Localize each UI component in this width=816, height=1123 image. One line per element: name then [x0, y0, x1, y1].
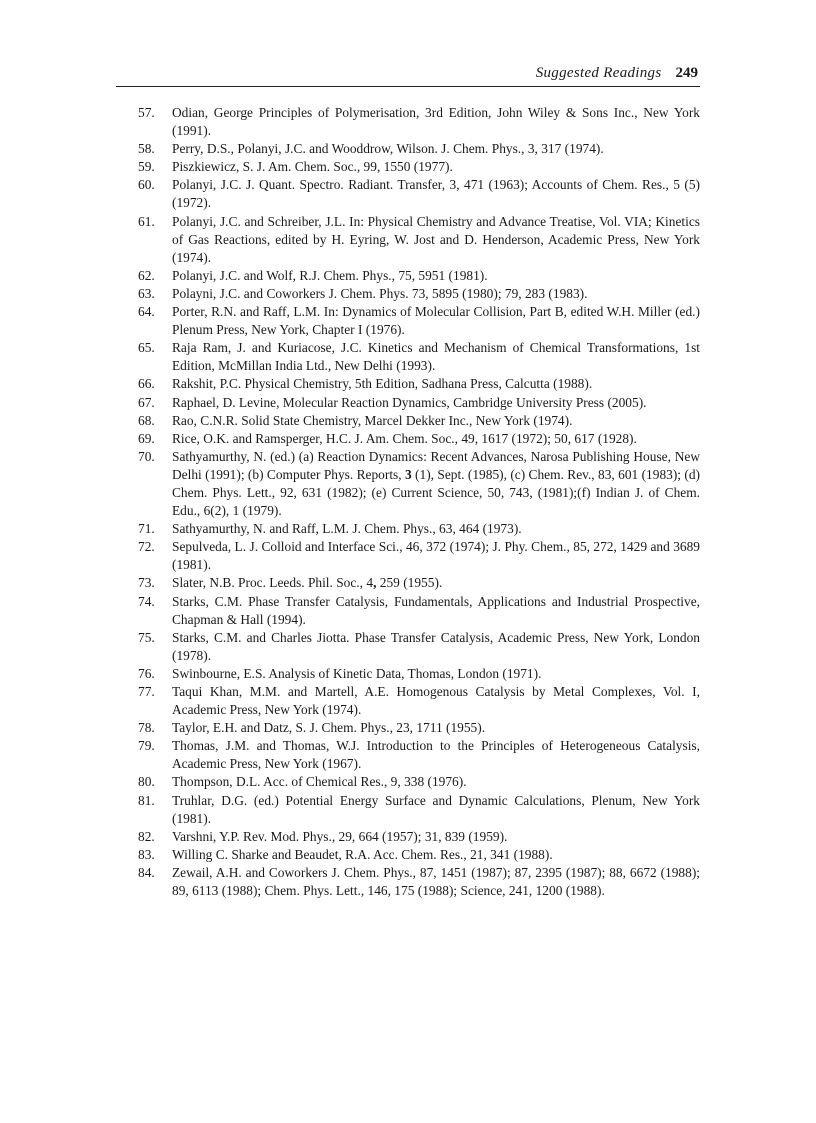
reference-text: Willing C. Sharke and Beaudet, R.A. Acc. Chem. Res., 21, 341 (1988). [172, 846, 553, 862]
reference-number: 58. [138, 141, 155, 157]
reference-number: 80. [138, 774, 155, 790]
reference-item [138, 430, 700, 448]
reference-number: 65. [138, 340, 155, 356]
reference-text: Swinbourne, E.S. Analysis of Kinetic Data, Thomas, London (1971). [172, 665, 542, 681]
reference-item [138, 719, 700, 737]
reference-number: 82. [138, 828, 155, 844]
running-title: Suggested Readings [535, 65, 662, 81]
reference-text: Sathyamurthy, N. and Raff, L.M. J. Chem. Phys., 63, 464 (1973). [172, 521, 522, 537]
reference-item [138, 593, 700, 629]
reference-item [138, 448, 700, 520]
reference-text: Starks, C.M. and Charles Jiotta. Phase Transfer Catalysis, Academic Press, New York, London (1978). [172, 629, 700, 663]
reference-number: 81. [138, 792, 155, 808]
reference-number: 73. [138, 575, 155, 591]
reference-number: 69. [138, 430, 155, 446]
reference-number: 66. [138, 376, 155, 392]
reference-item [138, 140, 700, 158]
reference-text: Rakshit, P.C. Physical Chemistry, 5th Edition, Sadhana Press, Calcutta (1988). [172, 376, 593, 392]
reference-item [138, 683, 700, 719]
reference-number: 68. [138, 412, 155, 428]
reference-number: 76. [138, 665, 155, 681]
reference-text: Polanyi, J.C. J. Quant. Spectro. Radiant. Transfer, 3, 471 (1963); Accounts of Chem. Res., 5 (5) (1972). [172, 177, 700, 211]
reference-text: Polanyi, J.C. and Wolf, R.J. Chem. Phys., 75, 5951 (1981). [172, 267, 488, 283]
reference-text: Raja Ram, J. and Kuriacose, J.C. Kinetics and Mechanism of Chemical Transformations, 1st Edition, McMillan India Ltd., New Delhi (1993). [172, 340, 700, 374]
reference-item [138, 176, 700, 212]
reference-item [138, 864, 700, 900]
reference-item [138, 213, 700, 267]
reference-text: Sepulveda, L. J. Colloid and Interface Sci., 46, 372 (1974); J. Phy. Chem., 85, 272, 1429 and 3689 (1981). [172, 539, 700, 573]
reference-item [138, 285, 700, 303]
reference-item [138, 629, 700, 665]
reference-text: Taqui Khan, M.M. and Martell, A.E. Homogenous Catalysis by Metal Complexes, Vol. I, Academic Press, New York (1974). [172, 684, 700, 718]
reference-number: 72. [138, 539, 155, 555]
reference-item [138, 104, 700, 140]
reference-item [138, 538, 700, 574]
reference-number: 64. [138, 304, 155, 320]
reference-text-part: Slater, N.B. Proc. Leeds. Phil. Soc., 4 [172, 575, 374, 591]
reference-text: Rice, O.K. and Ramsperger, H.C. J. Am. Chem. Soc., 49, 1617 (1972); 50, 617 (1928). [172, 430, 637, 446]
reference-text: Truhlar, D.G. (ed.) Potential Energy Surface and Dynamic Calculations, Plenum, New York (1981). [172, 792, 700, 826]
reference-number: 67. [138, 394, 155, 410]
reference-item [138, 665, 700, 683]
reference-text: Polayni, J.C. and Coworkers J. Chem. Phys. 73, 5895 (1980); 79, 283 (1983). [172, 285, 588, 301]
page-number: 249 [675, 65, 698, 81]
running-header [116, 64, 700, 87]
reference-text: Rao, C.N.R. Solid State Chemistry, Marcel Dekker Inc., New York (1974). [172, 412, 573, 428]
reference-item [138, 267, 700, 285]
reference-text [172, 574, 700, 592]
reference-text: Taylor, E.H. and Datz, S. J. Chem. Phys., 23, 1711 (1955). [172, 720, 486, 736]
reference-text: Starks, C.M. Phase Transfer Catalysis, Fundamentals, Applications and Industrial Prospective, Chapman & Hall (1994). [172, 593, 700, 627]
reference-item [138, 158, 700, 176]
reference-number: 57. [138, 105, 155, 120]
reference-text: Perry, D.S., Polanyi, J.C. and Wooddrow, Wilson. J. Chem. Phys., 3, 317 (1974). [172, 141, 604, 157]
reference-item [138, 339, 700, 375]
reference-text: Odian, George Principles of Polymerisation, 3rd Edition, John Wiley & Sons Inc., New York (1991). [172, 105, 700, 139]
reference-number: 70. [138, 448, 155, 464]
reference-item [138, 394, 700, 412]
reference-number: 71. [138, 521, 155, 537]
reference-item [138, 773, 700, 791]
reference-list [138, 104, 700, 900]
reference-item [138, 375, 700, 393]
reference-number: 74. [138, 593, 155, 609]
reference-item [138, 574, 700, 592]
reference-item [138, 828, 700, 846]
reference-text: Piszkiewicz, S. J. Am. Chem. Soc., 99, 1550 (1977). [172, 159, 453, 175]
reference-text: Polanyi, J.C. and Schreiber, J.L. In: Physical Chemistry and Advance Treatise, Vol. VIA; Kinetics of Gas Reactions, edited by H. Eyring, W. Jost and D. Henderson, Academic Press, New York (1974). [172, 213, 700, 265]
reference-text: Thompson, D.L. Acc. of Chemical Res., 9, 338 (1976). [172, 774, 467, 790]
reference-number: 78. [138, 720, 155, 736]
reference-number: 79. [138, 738, 155, 754]
reference-text: Raphael, D. Levine, Molecular Reaction Dynamics, Cambridge University Press (2005). [172, 394, 647, 410]
header-text [536, 64, 698, 82]
reference-number: 60. [138, 177, 155, 193]
reference-number: 63. [138, 285, 155, 301]
reference-text-part: (1), Sept. (1985), (c) Chem. Rev., 83, 601 (1983); (d) Chem. Phys. Lett., 92, 631 (1982); (e) Current Science, 50, 743, (1981);(f) Indian J. of Chem. Edu., 6(2), 1 (1979). [172, 466, 700, 519]
reference-item [138, 412, 700, 430]
reference-number: 77. [138, 684, 155, 699]
reference-number: 75. [138, 629, 155, 645]
reference-number: 62. [138, 267, 155, 283]
reference-text-part: 259 (1955). [376, 575, 443, 591]
reference-item [138, 792, 700, 828]
reference-volume-bold: 3 [404, 466, 412, 482]
reference-item [138, 737, 700, 773]
reference-text: Porter, R.N. and Raff, L.M. In: Dynamics of Molecular Collision, Part B, edited W.H. Miller (ed.) Plenum Press, New York, Chapter I (1976). [172, 304, 700, 338]
reference-text: Varshni, Y.P. Rev. Mod. Phys., 29, 664 (1957); 31, 839 (1959). [172, 828, 508, 844]
reference-number: 61. [138, 213, 155, 229]
reference-item [138, 303, 700, 339]
reference-text-part: Sathyamurthy, N. (ed.) (a) Reaction Dynamics: Recent Advances, Narosa Publishing House, New Delhi (1991); (b) Computer Phys. Reports, [172, 448, 700, 482]
reference-item [138, 520, 700, 538]
reference-text: Thomas, J.M. and Thomas, W.J. Introduction to the Principles of Heterogeneous Catalysis, Academic Press, New York (1967). [172, 738, 700, 772]
reference-item [138, 846, 700, 864]
reference-volume-bold: , [373, 575, 377, 591]
reference-number: 84. [138, 864, 155, 880]
reference-text [172, 448, 700, 520]
reference-text: Zewail, A.H. and Coworkers J. Chem. Phys., 87, 1451 (1987); 87, 2395 (1987); 88, 6672 (1988); 89, 6113 (1988); Chem. Phys. Lett., 146, 175 (1988); Science, 241, 1200 (1988). [172, 864, 700, 899]
reference-number: 59. [138, 159, 155, 175]
reference-number: 83. [138, 846, 155, 862]
